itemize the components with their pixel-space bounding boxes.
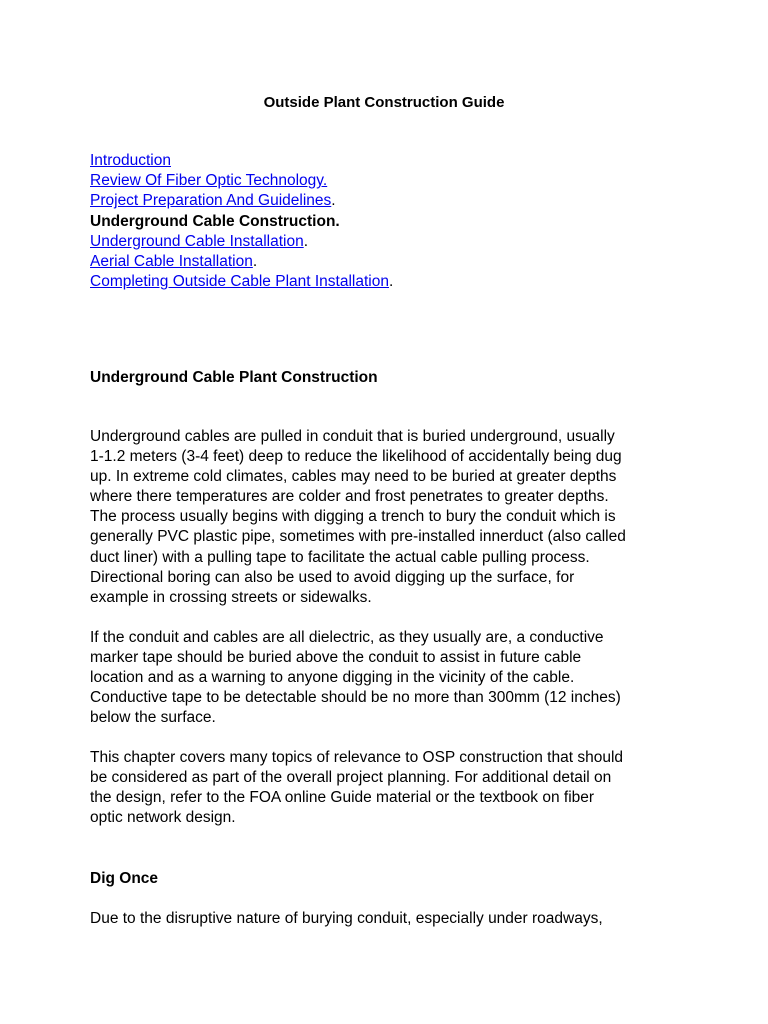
paragraph-line: Directional boring can also be used to avoid digging up the surface, for bbox=[90, 568, 575, 586]
paragraph-line: location and as a warning to anyone digging in the vicinity of the cable. bbox=[90, 669, 575, 687]
paragraph-line: generally PVC plastic pipe, sometimes with pre-installed innerduct (also called bbox=[90, 528, 626, 546]
paragraph-line: This chapter covers many topics of relevance to OSP construction that should bbox=[90, 749, 624, 766]
document-title: Outside Plant Construction Guide bbox=[263, 94, 505, 111]
paragraph-marker-tape bbox=[90, 628, 690, 728]
paragraph-underground-intro bbox=[90, 427, 690, 608]
paragraph-line: If the conduit and cables are all dielectric, as they usually are, a conductive bbox=[90, 629, 604, 646]
paragraph-line: Conductive tape to be detectable should be no more than 300mm (12 inches) bbox=[90, 689, 621, 707]
paragraph-line: The process usually begins with digging a trench to bury the conduit which is bbox=[90, 508, 616, 526]
paragraph-chapter-overview bbox=[90, 748, 690, 828]
paragraph-line: below the surface. bbox=[90, 709, 216, 727]
toc-current-underground-construction: Underground Cable Construction. bbox=[90, 212, 340, 230]
paragraph-line: be considered as part of the overall project planning. For additional detail on bbox=[90, 769, 612, 787]
toc-link-completing-installation[interactable]: Completing Outside Cable Plant Installation bbox=[90, 273, 389, 291]
toc-item-suffix: . bbox=[388, 273, 394, 291]
toc-link-review-fiber-optic[interactable]: Review Of Fiber Optic Technology. bbox=[90, 172, 328, 190]
toc-item-introduction bbox=[90, 151, 690, 171]
paragraph-line: optic network design. bbox=[90, 809, 236, 827]
paragraph-line: duct liner) with a pulling tape to facilitate the actual cable pulling process. bbox=[90, 548, 590, 566]
toc-item-underground-construction bbox=[90, 212, 690, 232]
paragraph-line: Due to the disruptive nature of burying conduit, especially under roadways, bbox=[90, 910, 603, 927]
paragraph-line: where there temperatures are colder and frost penetrates to greater depths. bbox=[90, 488, 609, 506]
paragraph-line: marker tape should be buried above the conduit to assist in future cable bbox=[90, 649, 582, 667]
toc-link-introduction[interactable]: Introduction bbox=[90, 152, 171, 169]
toc-link-underground-installation[interactable]: Underground Cable Installation bbox=[90, 232, 304, 250]
section-heading-underground: Underground Cable Plant Construction bbox=[90, 369, 378, 386]
section-heading-dig-once: Dig Once bbox=[90, 870, 159, 887]
paragraph-line: 1-1.2 meters (3-4 feet) deep to reduce the likelihood of accidentally being dug bbox=[90, 448, 622, 466]
toc-link-project-preparation[interactable]: Project Preparation And Guidelines bbox=[90, 192, 332, 210]
toc-item-suffix: . bbox=[252, 253, 258, 271]
toc-item-suffix: . bbox=[303, 232, 309, 250]
toc-item-underground-installation bbox=[90, 232, 690, 252]
paragraph-line: the design, refer to the FOA online Guide material or the textbook on fiber bbox=[90, 789, 595, 807]
toc-item-review bbox=[90, 171, 690, 191]
toc-item-aerial-installation bbox=[90, 252, 690, 272]
toc-item-project-preparation bbox=[90, 191, 690, 211]
table-of-contents bbox=[90, 151, 690, 292]
toc-item-completing-installation bbox=[90, 272, 690, 292]
paragraph-line: example in crossing streets or sidewalks. bbox=[90, 588, 372, 606]
toc-link-aerial-installation[interactable]: Aerial Cable Installation bbox=[90, 253, 253, 271]
paragraph-line: up. In extreme cold climates, cables may need to be buried at greater depths bbox=[90, 468, 617, 486]
paragraph-line: Underground cables are pulled in conduit that is buried underground, usually bbox=[90, 428, 615, 445]
paragraph-dig-once bbox=[90, 909, 690, 929]
toc-item-suffix: . bbox=[331, 192, 336, 210]
